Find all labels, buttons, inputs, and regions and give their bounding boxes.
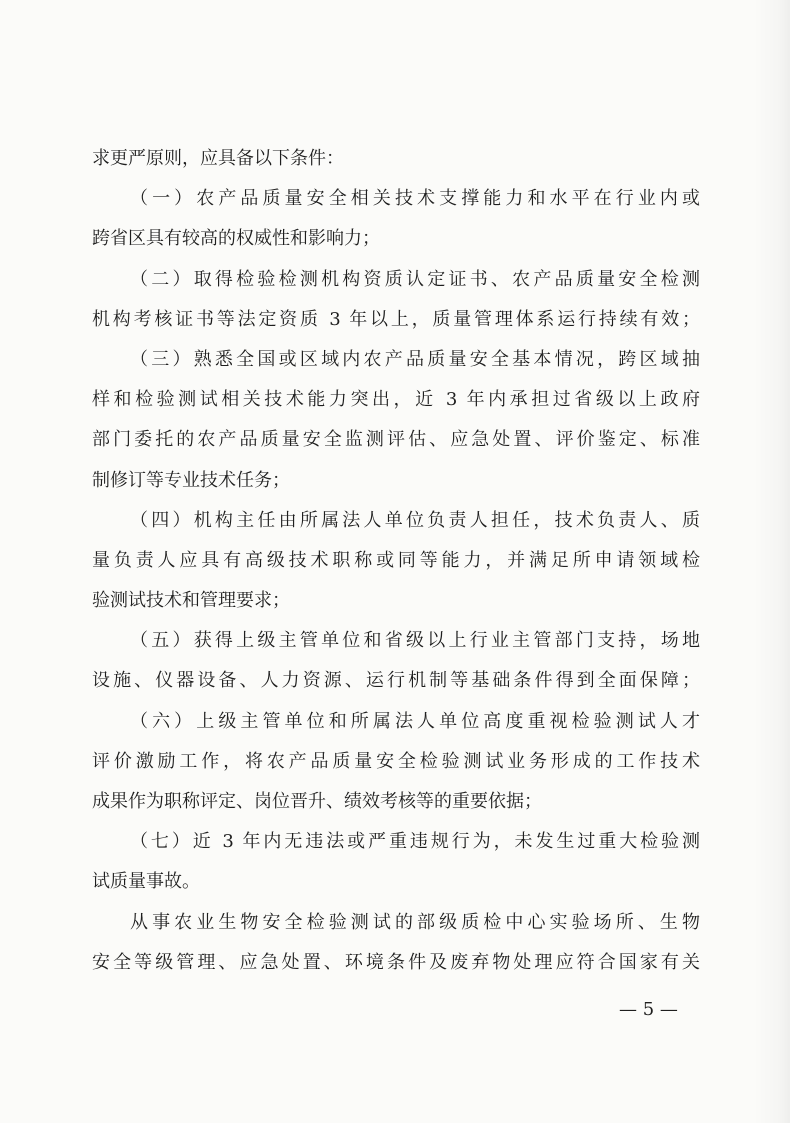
page-number: — 5 —: [619, 999, 678, 1020]
clause-7-line-2: 试质量事故。: [92, 871, 200, 893]
clause-4-line-3: 验测试技术和管理要求；: [92, 590, 290, 612]
clause-7-line-1: （七）近 3 年内无违法或严重违规行为，未发生过重大检验测: [130, 831, 700, 853]
body-text: [92, 139, 700, 983]
clause-5-line-1: （五）获得上级主管单位和省级以上行业主管部门支持，场地: [130, 630, 700, 652]
clause-6-line-1: （六）上级主管单位和所属法人单位高度重视检验测试人才: [130, 710, 700, 732]
clause-2-line-2: 机构考核证书等法定资质 3 年以上，质量管理体系运行持续有效；: [92, 308, 700, 330]
paragraph-line-1: 从事农业生物安全检验测试的部级质检中心实验场所、生物: [130, 911, 700, 933]
text-line: 求更严原则，应具备以下条件：: [92, 148, 344, 169]
clause-2-line-1: （二）取得检验检测机构资质认定证书、农产品质量安全检测: [130, 268, 700, 290]
clause-3-line-3: 部门委托的农产品质量安全监测评估、应急处置、评价鉴定、标准: [92, 429, 700, 451]
clause-4-line-2: 量负责人应具有高级技术职称或同等能力，并满足所申请领域检: [92, 549, 700, 571]
clause-6-line-2: 评价激励工作，将农产品质量安全检验测试业务形成的工作技术: [92, 750, 700, 772]
clause-3-line-1: （三）熟悉全国或区域内农产品质量安全基本情况，跨区域抽: [130, 348, 700, 370]
clause-6-line-3: 成果作为职称评定、岗位晋升、绩效考核等的重要依据；: [92, 791, 542, 812]
clause-3-line-4: 制修订等专业技术任务；: [92, 469, 290, 491]
clause-1-line-2: 跨省区具有较高的权威性和影响力；: [92, 228, 380, 250]
clause-1-line-1: （一）农产品质量安全相关技术支撑能力和水平在行业内或: [130, 188, 700, 210]
clause-5-line-2: 设施、仪器设备、人力资源、运行机制等基础条件得到全面保障；: [92, 670, 700, 692]
page-edge-shadow: [754, 0, 790, 1123]
clause-4-line-1: （四）机构主任由所属法人单位负责人担任，技术负责人、质: [130, 509, 700, 531]
paragraph-line-2: 安全等级管理、应急处置、环境条件及废弃物处理应符合国家有关: [92, 951, 700, 973]
clause-3-line-2: 样和检验测试相关技术能力突出，近 3 年内承担过省级以上政府: [92, 389, 700, 411]
